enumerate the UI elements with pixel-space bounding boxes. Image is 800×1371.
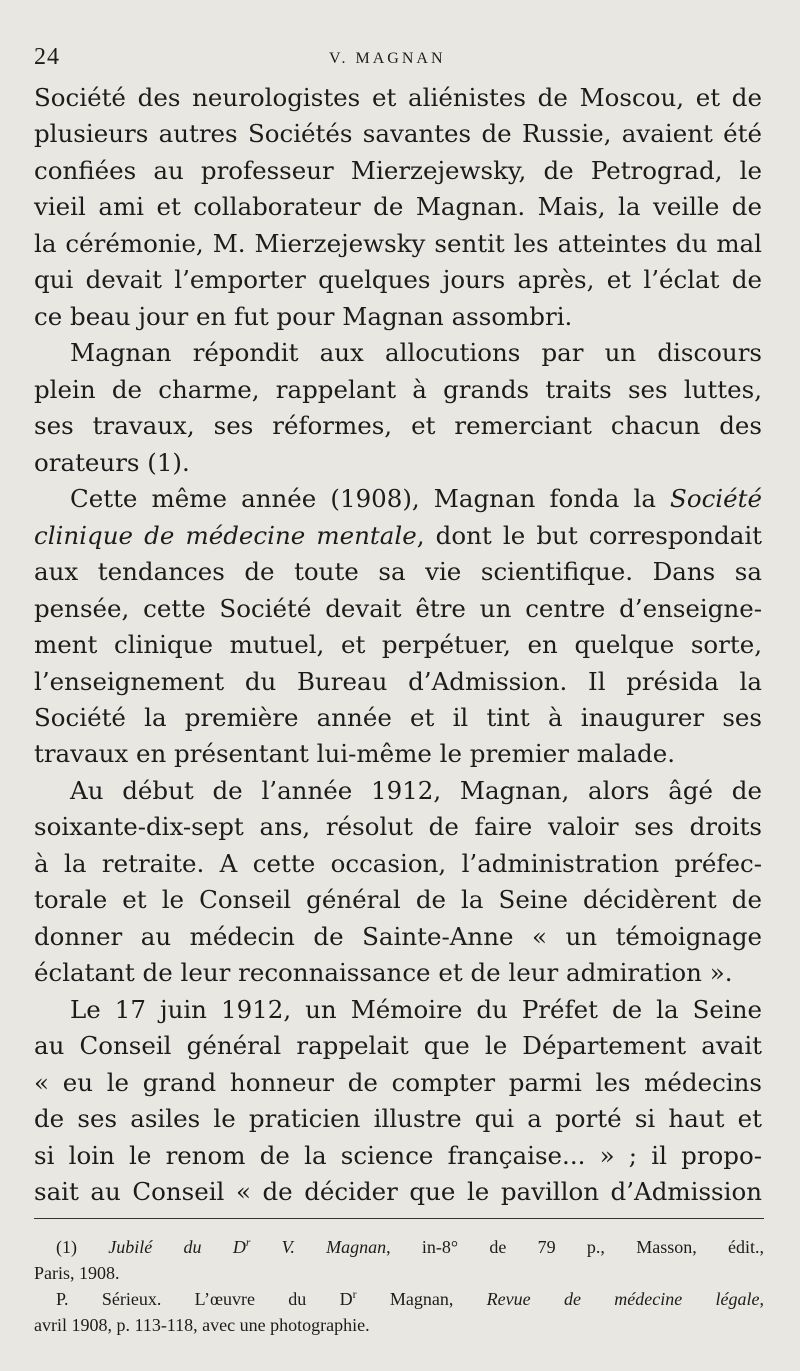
running-head: V. MAGNAN	[329, 50, 446, 67]
text-line: « eu le grand honneur de compter parmi les médecins	[34, 1067, 762, 1097]
text-line-mixed	[34, 481, 762, 517]
italic-society-name: Société	[670, 484, 762, 514]
text-line: si loin le renom de la science française... » ; il propo-	[34, 1140, 762, 1170]
text-line: travaux en présentant lui-même le premier malade.	[34, 739, 675, 769]
text-line: à la retraite. A cette occasion, l’administration préfec-	[34, 848, 762, 878]
text-line-mixed	[34, 518, 762, 554]
footnote-sup: r	[352, 1288, 357, 1301]
text-line: ce beau jour en fut pour Magnan assombri.	[34, 301, 573, 331]
text-line: Société la première année et il tint à inaugurer ses	[34, 702, 762, 732]
text-line: ment clinique mutuel, et perpétuer, en quelque sorte,	[34, 630, 762, 660]
text-line: pensée, cette Société devait être un centre d’enseigne-	[34, 593, 762, 623]
text-line: plusieurs autres Sociétés savantes de Russie, avaient été	[34, 119, 762, 149]
text-line: orateurs (1).	[34, 447, 190, 477]
footnotes	[34, 1234, 765, 1338]
footnote-text: Magnan,	[356, 1289, 487, 1309]
footnote-journal: Revue de médecine légale	[486, 1289, 760, 1309]
text-line: l’enseignement du Bureau d’Admission. Il présida la	[34, 666, 762, 696]
footnote-2-line	[56, 1286, 764, 1312]
text-line: soixante-dix-sept ans, résolut de faire valoir ses droits	[34, 812, 762, 842]
italic-society-name-cont: clinique de médecine mentale	[34, 520, 417, 550]
text-line: Le 17 juin 1912, un Mémoire du Préfet de la Seine	[70, 994, 762, 1024]
page-number: 24	[34, 44, 60, 70]
text-line: la cérémonie, M. Mierzejewsky sentit les atteintes du mal	[34, 228, 762, 258]
text-line: Au début de l’année 1912, Magnan, alors âgé de	[70, 775, 762, 805]
body-text	[34, 80, 762, 1211]
footnote-text: ,	[759, 1289, 765, 1309]
text-line: plein de charme, rappelant à grands traits ses luttes,	[34, 374, 762, 404]
footnote-1-line-2: Paris, 1908.	[34, 1263, 120, 1283]
footnote-text: P. Sérieux. L’œuvre du D	[56, 1289, 353, 1309]
footnote-rule	[34, 1218, 764, 1219]
text-line: de ses asiles le praticien illustre qui a porté si haut et	[34, 1104, 762, 1134]
footnote-marker: (1)	[56, 1237, 109, 1257]
text-line: donner au médecin de Sainte-Anne « un témoignage	[34, 921, 762, 951]
text-line: Magnan répondit aux allocutions par un discours	[70, 338, 762, 368]
text-line: ses travaux, ses réformes, et remerciant chacun des	[34, 411, 762, 441]
footnote-sup: r	[245, 1236, 251, 1249]
footnote-2-line-2: avril 1908, p. 113-118, avec une photographie.	[34, 1315, 370, 1335]
text-line: aux tendances de toute sa vie scientifique. Dans sa	[34, 557, 762, 587]
text-run: Cette même année (1908), Magnan fonda la	[70, 484, 656, 514]
text-line: qui devait l’emporter quelques jours après, et l’éclat de	[34, 265, 762, 295]
text-line: sait au Conseil « de décider que le pavillon d’Admission	[34, 1177, 762, 1207]
text-run: , dont le but correspondait	[416, 520, 763, 550]
footnote-name: V. Magnan	[250, 1237, 387, 1257]
text-line: vieil ami et collaborateur de Magnan. Mais, la veille de	[34, 192, 762, 222]
page-header	[34, 44, 774, 74]
text-line: au Conseil général rappelait que le Département avait	[34, 1031, 762, 1061]
text-line: Société des neurologistes et aliénistes de Moscou, et de	[34, 83, 762, 112]
footnote-title: Jubilé du D	[108, 1237, 246, 1257]
footnote-1-line	[56, 1234, 764, 1260]
text-line: éclatant de leur reconnaissance et de leur admiration ».	[34, 958, 733, 988]
footnote-text: , in-8° de 79 p., Masson, édit.,	[386, 1237, 764, 1257]
text-line: torale et le Conseil général de la Seine décidèrent de	[34, 885, 762, 915]
text-line: confiées au professeur Mierzejewsky, de Petrograd, le	[34, 155, 762, 185]
